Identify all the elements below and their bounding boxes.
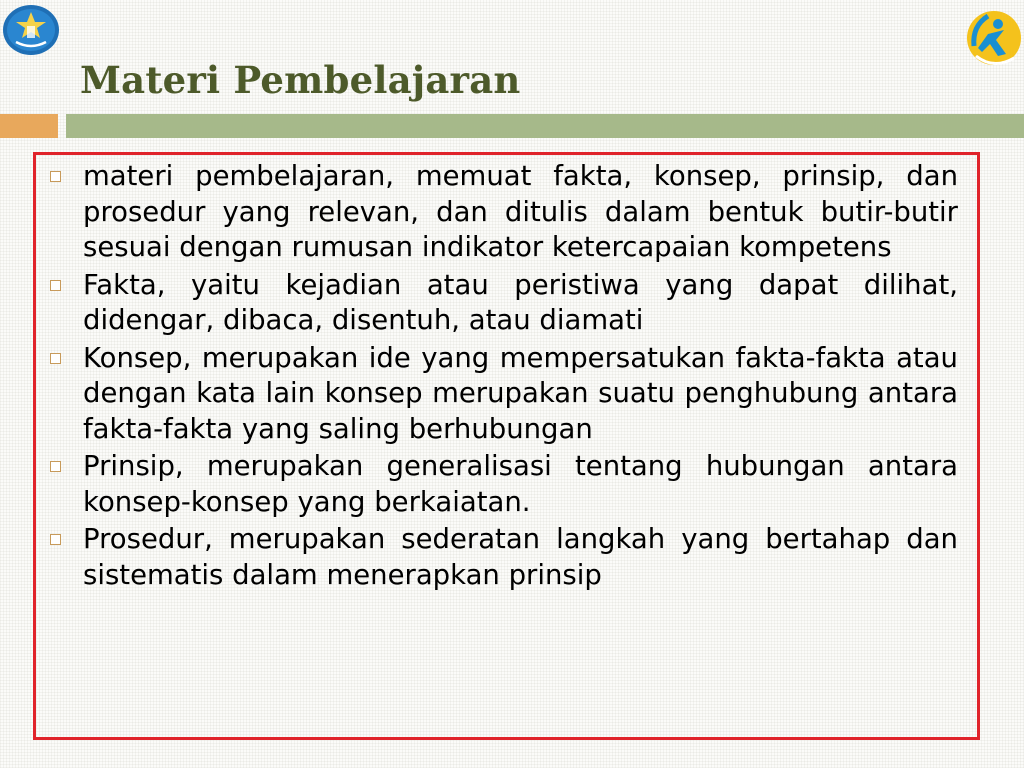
accent-bar-green [66,114,1024,138]
bullet-text: materi pembelajaran, memuat fakta, konsep, prinsip, dan prosedur yang relevan, dan ditulis dalam bentuk butir-butir sesuai dengan rumusan indikator ketercapaian kompetens [83,160,958,263]
bullet-text: Fakta, yaitu kejadian atau peristiwa yang dapat dilihat, didengar, dibaca, disentuh, atau diamati [83,268,958,336]
bullet-text: Prosedur, merupakan sederatan langkah yang bertahap dan sistematis dalam menerapkan prinsip [83,523,958,591]
bullet-item [46,449,958,520]
square-bullet-icon [50,353,61,364]
bullet-list [46,159,958,595]
bullet-item [46,341,958,448]
bullet-text: Konsep, merupakan ide yang mempersatukan fakta-fakta atau dengan kata lain konsep merupakan suatu penghubung antara fakta-fakta yang saling berhubungan [83,341,958,445]
content-box [33,152,980,740]
slide-title: Materi Pembelajaran [80,58,521,102]
bullet-item [46,522,958,593]
bullet-text: Prinsip, merupakan generalisasi tentang hubungan antara konsep-konsep yang berkaiatan. [83,450,958,518]
bullet-item [46,268,958,339]
accent-bar-orange [0,114,58,138]
bullet-item [46,159,958,266]
square-bullet-icon [50,280,61,291]
kurikulum-2013-logo-icon [962,6,1022,76]
square-bullet-icon [50,461,61,472]
ministry-emblem-icon [2,4,60,56]
square-bullet-icon [50,171,61,182]
square-bullet-icon [50,534,61,545]
